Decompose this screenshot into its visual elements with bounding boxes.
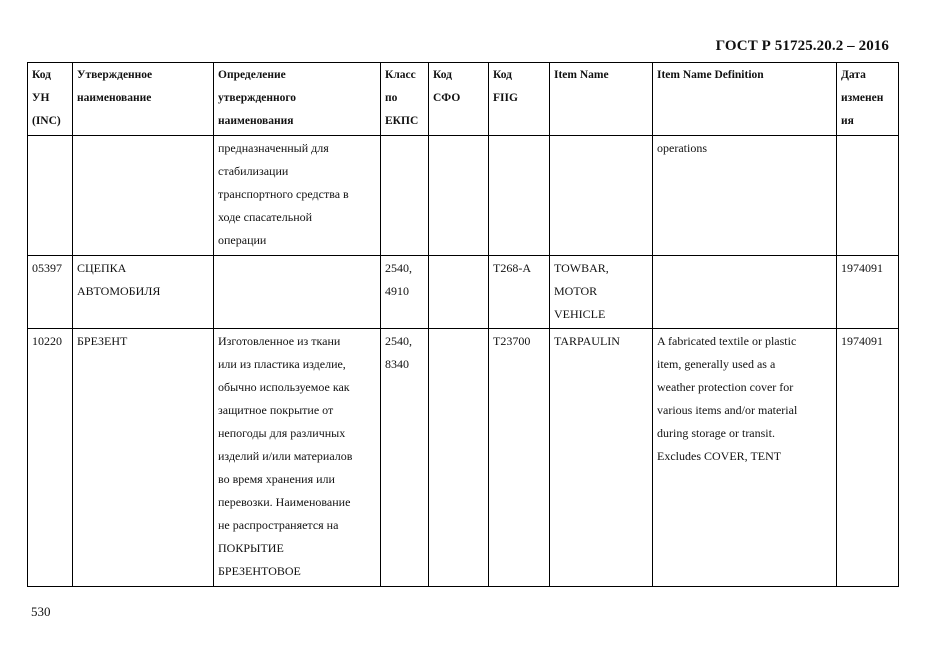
cell-code-sfo bbox=[429, 329, 489, 587]
cell-item-name-definition: operations bbox=[653, 136, 837, 256]
cell-definition: предназначенный для стабилизации транспортного средства в ходе спасательной операции bbox=[214, 136, 381, 256]
column-header-date-changed: Дата изменен ия bbox=[837, 63, 899, 136]
cell-item-name: TARPAULIN bbox=[550, 329, 653, 587]
cell-definition: Изготовленное из ткани или из пластика изделие, обычно используемое как защитное покрытие от непогоды для различных изделий и/или материалов во время хранения или перевозки. Наименование не распространяется на ПОКРЫТИЕ БРЕЗЕНТОВОЕ bbox=[214, 329, 381, 587]
cell-code-fiig bbox=[489, 136, 550, 256]
cell-approved-name bbox=[73, 136, 214, 256]
table-row bbox=[28, 136, 899, 256]
column-header-item-name: Item Name bbox=[550, 63, 653, 136]
cell-inc bbox=[28, 136, 73, 256]
table-row bbox=[28, 256, 899, 329]
cell-item-name-definition bbox=[653, 256, 837, 329]
cell-date-changed: 1974091 bbox=[837, 256, 899, 329]
item-names-table bbox=[27, 62, 899, 587]
cell-inc: 05397 bbox=[28, 256, 73, 329]
cell-class-ekps: 2540, 8340 bbox=[381, 329, 429, 587]
column-header-item-name-definition: Item Name Definition bbox=[653, 63, 837, 136]
cell-item-name bbox=[550, 136, 653, 256]
column-header-definition: Определение утвержденного наименования bbox=[214, 63, 381, 136]
cell-inc: 10220 bbox=[28, 329, 73, 587]
cell-class-ekps: 2540, 4910 bbox=[381, 256, 429, 329]
table-header-row bbox=[28, 63, 899, 136]
column-header-code-sfo: Код СФО bbox=[429, 63, 489, 136]
cell-date-changed bbox=[837, 136, 899, 256]
cell-class-ekps bbox=[381, 136, 429, 256]
table-row bbox=[28, 329, 899, 587]
column-header-code-fiig: Код FIIG bbox=[489, 63, 550, 136]
document-standard-header: ГОСТ Р 51725.20.2 – 2016 bbox=[715, 38, 889, 54]
cell-code-sfo bbox=[429, 136, 489, 256]
cell-approved-name: БРЕЗЕНТ bbox=[73, 329, 214, 587]
page-number: 530 bbox=[31, 604, 51, 619]
column-header-class-ekps: Класс по ЕКПС bbox=[381, 63, 429, 136]
column-header-approved-name: Утвержденное наименование bbox=[73, 63, 214, 136]
cell-definition bbox=[214, 256, 381, 329]
cell-code-fiig: T23700 bbox=[489, 329, 550, 587]
cell-code-fiig: T268-A bbox=[489, 256, 550, 329]
cell-item-name: TOWBAR, MOTOR VEHICLE bbox=[550, 256, 653, 329]
cell-approved-name: СЦЕПКА АВТОМОБИЛЯ bbox=[73, 256, 214, 329]
cell-date-changed: 1974091 bbox=[837, 329, 899, 587]
cell-item-name-definition: A fabricated textile or plastic item, generally used as a weather protection cover for various items and/or material during storage or transit. Excludes COVER, TENT bbox=[653, 329, 837, 587]
column-header-inc: Код УН (INC) bbox=[28, 63, 73, 136]
cell-code-sfo bbox=[429, 256, 489, 329]
